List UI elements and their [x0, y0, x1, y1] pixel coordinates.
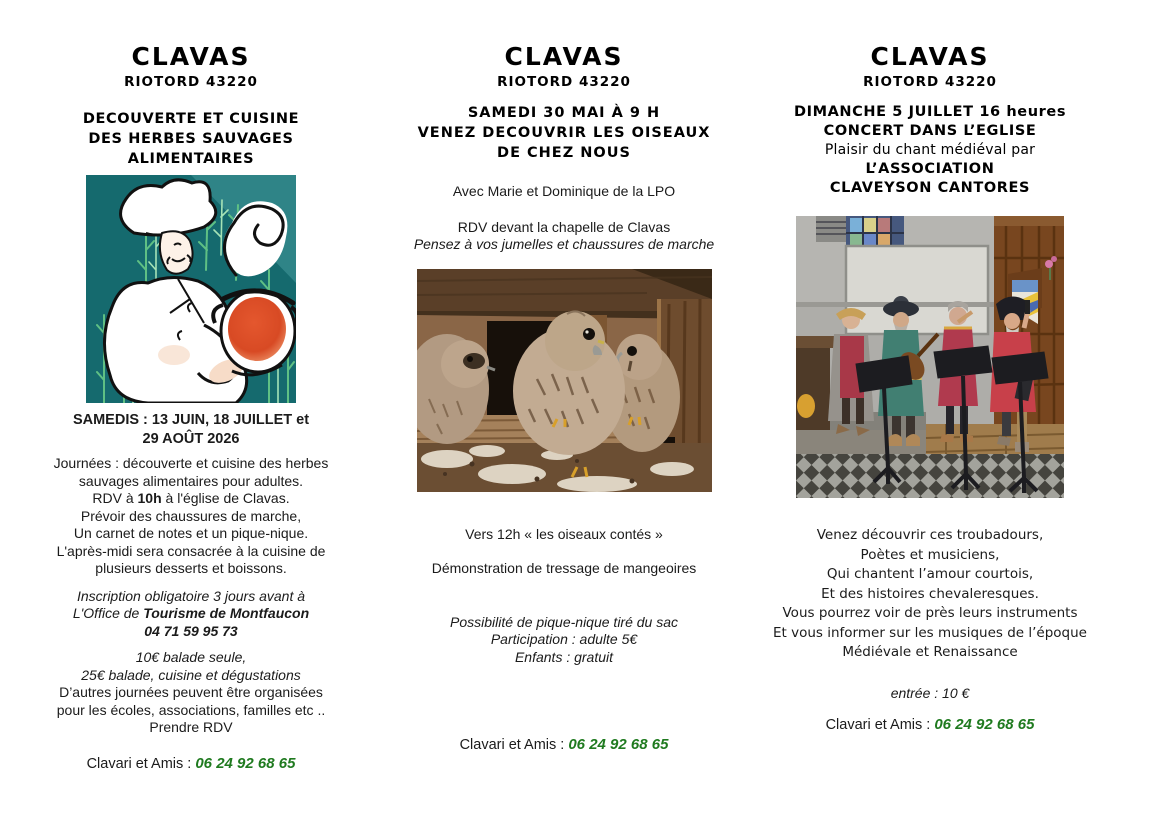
kestrel-chicks-photo: [417, 269, 712, 492]
musicians-photo-svg: [796, 216, 1064, 498]
panel-subtitle: RIOTORD 43220: [863, 74, 997, 90]
office-line: L'Office de Tourisme de Montfaucon: [72, 605, 310, 621]
panel-herbes: [25, 0, 357, 826]
phone-number: 06 24 92 68 65: [934, 716, 1035, 733]
inscription-block: Inscription obligatoire 3 jours avant à L'Office de Tourisme de Montfaucon 04 71 59 95 73: [25, 588, 357, 641]
office-phone: 04 71 59 95 73: [144, 622, 238, 639]
rdv-block: RDV devant la chapelle de Clavas Pensez à vos jumelles et chaussures de marche: [413, 218, 715, 252]
pricing-block: Possibilité de pique-nique tiré du sac Participation : adulte 5€ Enfants : gratuit: [449, 613, 679, 665]
panel-title: CLAVAS: [870, 42, 990, 71]
concert-description: Venez découvrir ces troubadours, Poètes et musiciens, Qui chantent l’amour courtois, Et des histoires chevaleresques. Vous pourrez voir de près leurs instruments Et vous informer sur les musiques de l’époque Médiévale et Renaissance: [772, 527, 1087, 660]
panel-oiseaux: [398, 0, 730, 826]
demo-line: Démonstration de tressage de mangeoires: [431, 560, 697, 576]
phone-number: 06 24 92 68 65: [568, 736, 669, 753]
with-line: Avec Marie et Dominique de la LPO: [452, 183, 676, 199]
event-heading: SAMEDI 30 MAI À 9 H VENEZ DECOUVRIR LES OISEAUX DE CHEZ NOUS: [417, 105, 711, 161]
medieval-musicians-photo: [796, 216, 1064, 498]
contact-line: Clavari et Amis : 06 24 92 68 65: [459, 736, 669, 753]
chef-illustration-svg: [86, 175, 296, 403]
dates-block: SAMEDIS : 13 JUIN, 18 JUILLET et 29 AOÛT 2026: [72, 412, 310, 447]
chef-herbs-illustration: [86, 175, 296, 403]
panel-subtitle: RIOTORD 43220: [124, 74, 258, 90]
midday-line: Vers 12h « les oiseaux contés »: [465, 525, 663, 542]
panel-title: CLAVAS: [131, 42, 251, 71]
event-heading: DECOUVERTE ET CUISINE DES HERBES SAUVAGES ALIMENTAIRES: [82, 111, 300, 167]
kestrel-photo-svg: [417, 269, 712, 492]
panel-concert: [760, 0, 1100, 826]
rdv-line: RDV à 10h à l'église de Clavas.: [92, 490, 290, 506]
panel-subtitle: RIOTORD 43220: [497, 74, 631, 90]
description-block: Journées : découverte et cuisine des herbes sauvages alimentaires pour adultes. RDV à 10h à l'église de Clavas. Prévoir des chaussures de marche, Un carnet de notes et un pique-nique. L'après-midi sera consacrée à la cuisine de plusieurs desserts et boissons.: [25, 455, 357, 578]
entry-fee-line: entrée : 10 €: [890, 684, 970, 701]
tarifs-block: 10€ balade seule, 25€ balade, cuisine et dégustations D’autres journées peuvent être organisées pour les écoles, associations, familles etc .. Prendre RDV: [56, 649, 326, 735]
phone-number: 06 24 92 68 65: [195, 754, 296, 772]
contact-line: Clavari et Amis : 06 24 92 68 65: [86, 754, 296, 772]
panel-title: CLAVAS: [504, 42, 624, 71]
contact-line: Clavari et Amis : 06 24 92 68 65: [825, 716, 1035, 733]
event-heading: DIMANCHE 5 JUILLET 16 heures CONCERT DANS L’EGLISE Plaisir du chant médiéval par L’ASSOCIATION CLAVEYSON CANTORES: [793, 104, 1067, 196]
